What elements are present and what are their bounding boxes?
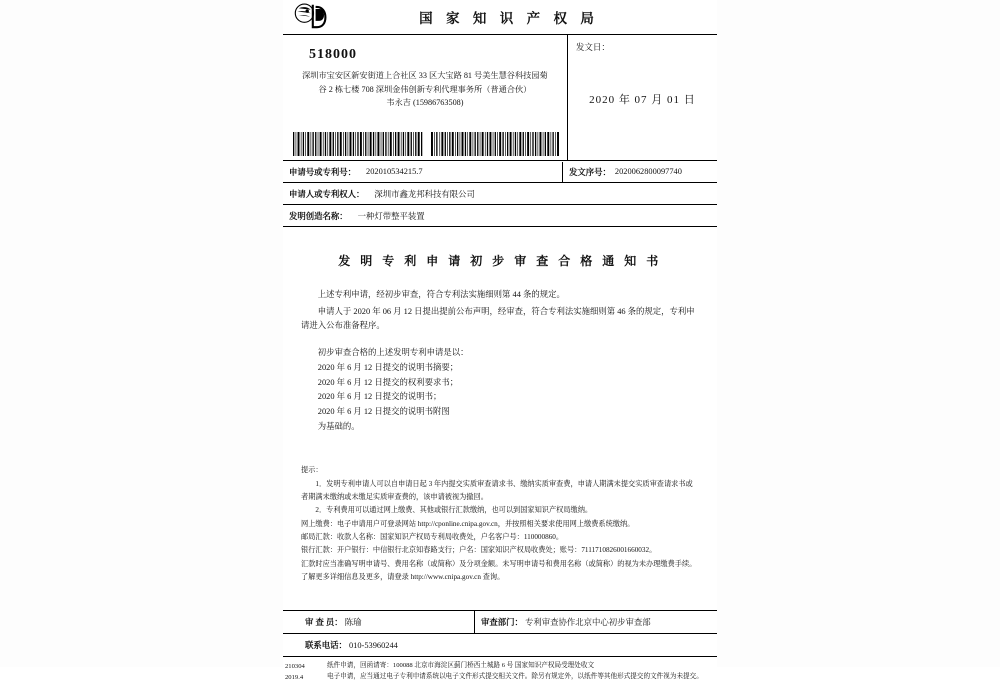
address-block [283, 35, 568, 160]
office-name: 国 家 知 识 产 权 局 [419, 11, 599, 26]
notes-line-4: 汇款时应当准确写明申请号、费用名称（或简称）及分项金额。未写明申请号和费用名称（或简称）的视为未办理缴费手续。 [301, 559, 697, 568]
footer-code-1: 210304 [285, 663, 305, 671]
barcode-left [293, 132, 423, 156]
notes-item-2: 2．专利费用可以通过网上缴费、其他或银行汇款缴纳，也可以到国家知识产权局缴纳。 [315, 506, 593, 515]
basis-line-1: 初步审查合格的上述发明专利申请是以： [317, 348, 469, 358]
examiner-value: 陈瑜 [344, 618, 362, 628]
contact-row [283, 633, 717, 657]
basis-block [301, 346, 699, 434]
basis-line-3: 2020 年 6 月 12 日提交的权利要求书； [317, 377, 459, 387]
applicant-cell [283, 184, 717, 204]
address-line-2: 谷 2 栋七楼 708 深圳金伟创新专利代理事务所（普通合伙） [318, 84, 532, 94]
invention-label: 发明创造名称： [289, 211, 348, 221]
footer-line-1: 纸件申请，回函请寄：100088 北京市海淀区蓟门桥西土城路 6 号 国家知识产权局受理处收文 [327, 662, 595, 670]
basis-line-2: 2020 年 6 月 12 日提交的说明书摘要； [317, 362, 459, 372]
issue-date-value: 2020 年 07 月 01 日 [589, 94, 696, 106]
department-label: 审查部门： [481, 618, 523, 628]
footer-line-2: 电子申请，应当通过电子专利申请系统以电子文件形式提交相关文件。除另有规定外，以纸件等其他形式提交的文件视为未提交。 [327, 673, 703, 681]
application-number-value: 202010534215.7 [366, 167, 423, 176]
address-line-1: 深圳市宝安区新安街道上合社区 33 区大宝路 81 号美生慧谷科技园菊 [302, 71, 548, 80]
cnipa-emblem-icon [289, 2, 331, 30]
application-number-row [283, 161, 717, 183]
serial-number-label: 发文序号： [569, 167, 611, 177]
basis-line-4: 2020 年 6 月 12 日提交的说明书； [317, 392, 442, 402]
footer-codes [285, 660, 321, 683]
address-line-3: 韦永吉 (15986763508) [386, 98, 464, 108]
notes-line-5: 了解更多详细信息及更多，请登录 http://www.cnipa.gov.cn 查询。 [301, 572, 505, 581]
notes-line-2: 邮局汇款：收款人名称：国家知识产权局专利局收费处，户名客户号：110000860。 [301, 532, 564, 541]
department-value: 专利审查协作北京中心初步审查部 [524, 618, 651, 628]
department-cell [475, 611, 717, 633]
serial-number-value: 2020062800097740 [614, 167, 682, 176]
signature-row [283, 610, 717, 633]
examiner-label: 审 查 员： [305, 618, 343, 628]
basis-line-5: 2020 年 6 月 12 日提交的说明书附图 [317, 406, 450, 416]
invention-value: 一种灯带整平装置 [357, 211, 425, 221]
footer-code-2: 2019.4 [285, 674, 304, 682]
address-lines [289, 69, 561, 110]
application-number-label: 申请号或专利号： [289, 167, 356, 177]
issue-date-block [568, 35, 717, 160]
document-title: 发 明 专 利 申 请 初 步 审 查 合 格 通 知 书 [338, 254, 662, 268]
applicant-value: 深圳市鑫龙邦科技有限公司 [374, 189, 475, 199]
paragraph-1: 上述专利申请，经初步审查，符合专利法实施细则第 44 条的规定。 [317, 290, 565, 299]
paragraph-2: 申请人于 2020 年 06 月 12 日提出提前公布声明，经审查，符合专利法实施细则第 46 条的规定，专利申请进入公布准备程序。 [301, 306, 695, 331]
postal-code: 518000 [309, 47, 357, 62]
barcode-row [293, 132, 561, 156]
barcode-right [431, 132, 561, 156]
contact-label: 联系电话： [305, 641, 347, 651]
notes-line-3: 银行汇款：开户银行：中信银行北京知春路支行；户名：国家知识产权局收费处；账号：7111710826001660032。 [301, 546, 657, 555]
applicant-row [283, 183, 717, 205]
notification-document [283, 0, 717, 682]
document-header [283, 0, 717, 35]
notes-section [301, 464, 699, 584]
basis-line-6: 为基础的。 [317, 421, 360, 431]
address-date-block [283, 35, 717, 161]
footer-text [327, 660, 711, 683]
serial-number-cell [563, 162, 717, 182]
invention-row [283, 205, 717, 227]
contact-value: 010-53960244 [348, 641, 398, 651]
issue-date-label: 发文日： [575, 42, 610, 52]
document-footer [283, 657, 717, 683]
document-body [283, 227, 717, 584]
applicant-label: 申请人或专利权人： [289, 189, 365, 199]
notes-line-1: 网上缴费：电子申请用户可登录网站 http://cponline.cnipa.gov.cn，并按照相关要求使用网上缴费系统缴纳。 [301, 519, 635, 528]
examiner-cell [283, 611, 475, 633]
notes-item-1: 1．发明专利申请人可以自申请日起 3 年内提交实质审查请求书、缴纳实质审查费，申请人期满未提交实质审查请求书或者期满未缴纳或未缴足实质审查费的，该申请被视为撤回。 [301, 479, 693, 501]
notes-heading: 提示： [301, 466, 323, 475]
application-number-cell [283, 162, 563, 182]
invention-cell [283, 206, 717, 226]
